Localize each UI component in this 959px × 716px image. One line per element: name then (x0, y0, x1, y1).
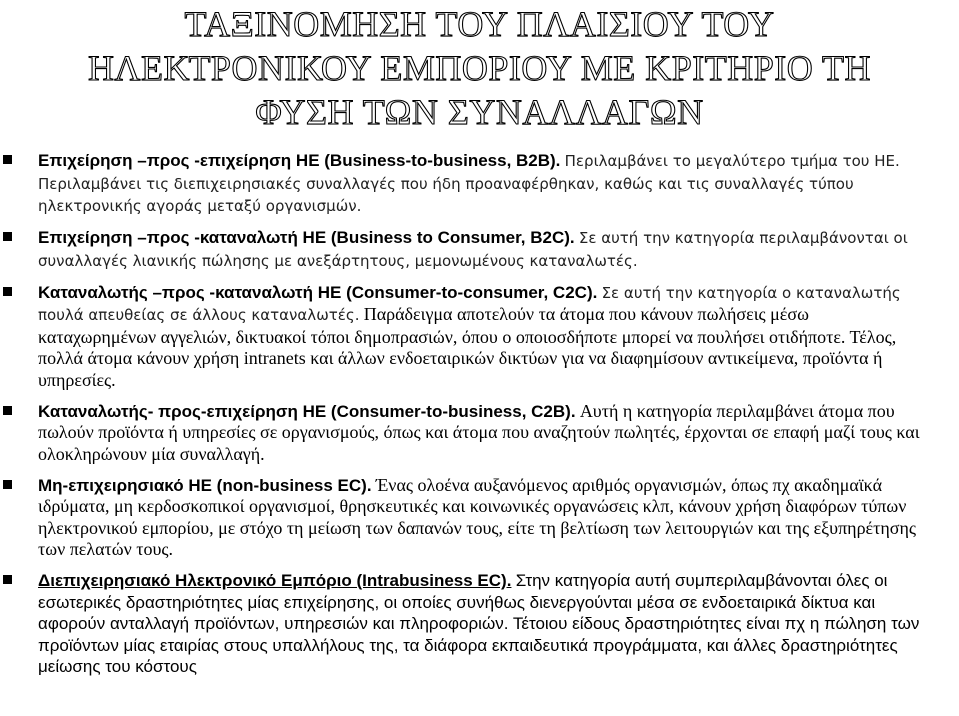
bullet-item-b2b (0, 150, 959, 218)
slide-title-line: ΗΛΕΚΤΡΟΝΙΚΟΥ ΕΜΠΟΡΙΟΥ ΜΕ ΚΡΙΤΗΡΙΟ ΤΗ (87, 48, 872, 88)
bullet-text: Παράδειγμα αποτελούν τα άτομα που κάνουν πωλήσεις μέσω καταχωρημένων αγγελιών, δικτυακοί τόποι δημοπρασιών, όπου ο οποιοσδήποτε μπορεί να πουλήσει οτιδήποτε. Τέλος, πολλά άτομα κάνουν χρήση intranets και άλλων ενδοεταιρικών δικτύων για να διαφημίσουν αντικείμενα, προϊόντα ή υπηρεσίες. (38, 304, 897, 390)
bullet-item-c2c (0, 282, 959, 392)
bullet-list (0, 150, 959, 687)
bullet-heading: Καταναλωτής- προς-επιχείρηση ΗΕ (Consumer-to-business, C2B). (38, 401, 576, 421)
bullet-text: Αυτή η κατηγορία περιλαμβάνει άτομα που πωλούν προϊόντα ή υπηρεσίες σε οργανισμούς, όπως και άτομα που αναζητούν πωλητές, έρχονται σε επαφή μαζί τους και ολοκληρώνουν μία συναλλαγή. (38, 400, 920, 464)
square-bullet-icon (3, 287, 12, 296)
slide-title (0, 2, 959, 134)
bullet-text: Στην κατηγορία αυτή συμπεριλαμβάνονται όλες οι εσωτερικές δραστηριότητες μίας επιχείρησης, οι οποίες συνήθως διενεργούνται μέσα σε ενδοεταιρικά δίκτυα και αφορούν ανταλλαγή προϊόντων, υπηρεσιών και πληροφοριών. Τέτοιου είδους δραστηριότητες είναι πχ η πώληση των προϊόντων μίας εταιρίας στους υπαλλήλους της, τα διάφορα εκπαιδευτικά προγράμματα, και άλλες δραστηριότητες μείωσης του κόστους (38, 571, 920, 676)
bullet-heading: Επιχείρηση –προς -καταναλωτή ΗΕ (Business to Consumer, B2C). (38, 228, 575, 247)
square-bullet-icon (3, 232, 12, 241)
square-bullet-icon (3, 406, 12, 415)
bullet-text: Σε αυτή την κατηγορία ο καταναλωτής πουλά απευθείας σε άλλους καταναλωτές. (38, 283, 901, 324)
bullet-text: Ένας ολοένα αυξανόμενος αριθμός οργανισμών, όπως πχ ακαδημαϊκά ιδρύματα, μη κερδοσκοπικοί οργανισμοί, θρησκευτικές και κοινωνικές οργανώσεις κλπ, κάνουν χρήση διαφόρων τύπων ηλεκτρονικού εμπορίου, με στόχο τη μείωση των δαπανών τους, είτε τη βελτίωση των λειτουργιών και της εξυπηρέτησης των πελατών τους. (38, 474, 917, 559)
bullet-heading: Καταναλωτής –προς -καταναλωτή ΗΕ (Consumer-to-consumer, C2C). (38, 282, 598, 302)
bullet-heading: Μη-επιχειρησιακό ΗΕ (non-business EC). (38, 475, 372, 495)
square-bullet-icon (3, 575, 12, 584)
bullet-item-non-business (0, 475, 959, 561)
square-bullet-icon (3, 155, 12, 164)
slide-title-line: ΦΥΣΗ ΤΩΝ ΣΥΝΑΛΛΑΓΩΝ (255, 92, 704, 132)
bullet-text: Σε αυτή την κατηγορία περιλαμβάνονται οι συναλλαγές λιανικής πώλησης με ανεξάρτητους, μεμονωμένους καταναλωτές. (38, 229, 908, 270)
square-bullet-icon (3, 480, 12, 489)
bullet-text: Περιλαμβάνει το μεγαλύτερο τμήμα του ΗΕ. Περιλαμβάνει τις διεπιχειρησιακές συναλλαγές που ήδη προαναφέρθηκαν, καθώς και τις συναλλαγές τύπου ηλεκτρονικής αγοράς μεταξύ οργανισμών. (38, 152, 900, 215)
bullet-item-intrabusiness (0, 570, 959, 678)
bullet-heading: Διεπιχειρησιακό Ηλεκτρονικό Εμπόριο (Intrabusiness EC). (38, 571, 512, 590)
slide-title-line: ΤΑΞΙΝΟΜΗΣΗ ΤΟΥ ΠΛΑΙΣΙΟΥ ΤΟΥ (184, 4, 775, 44)
bullet-item-c2b (0, 401, 959, 466)
bullet-item-b2c (0, 227, 959, 272)
bullet-heading: Επιχείρηση –προς -επιχείρηση ΗΕ (Business-to-business, B2B). (38, 151, 561, 170)
